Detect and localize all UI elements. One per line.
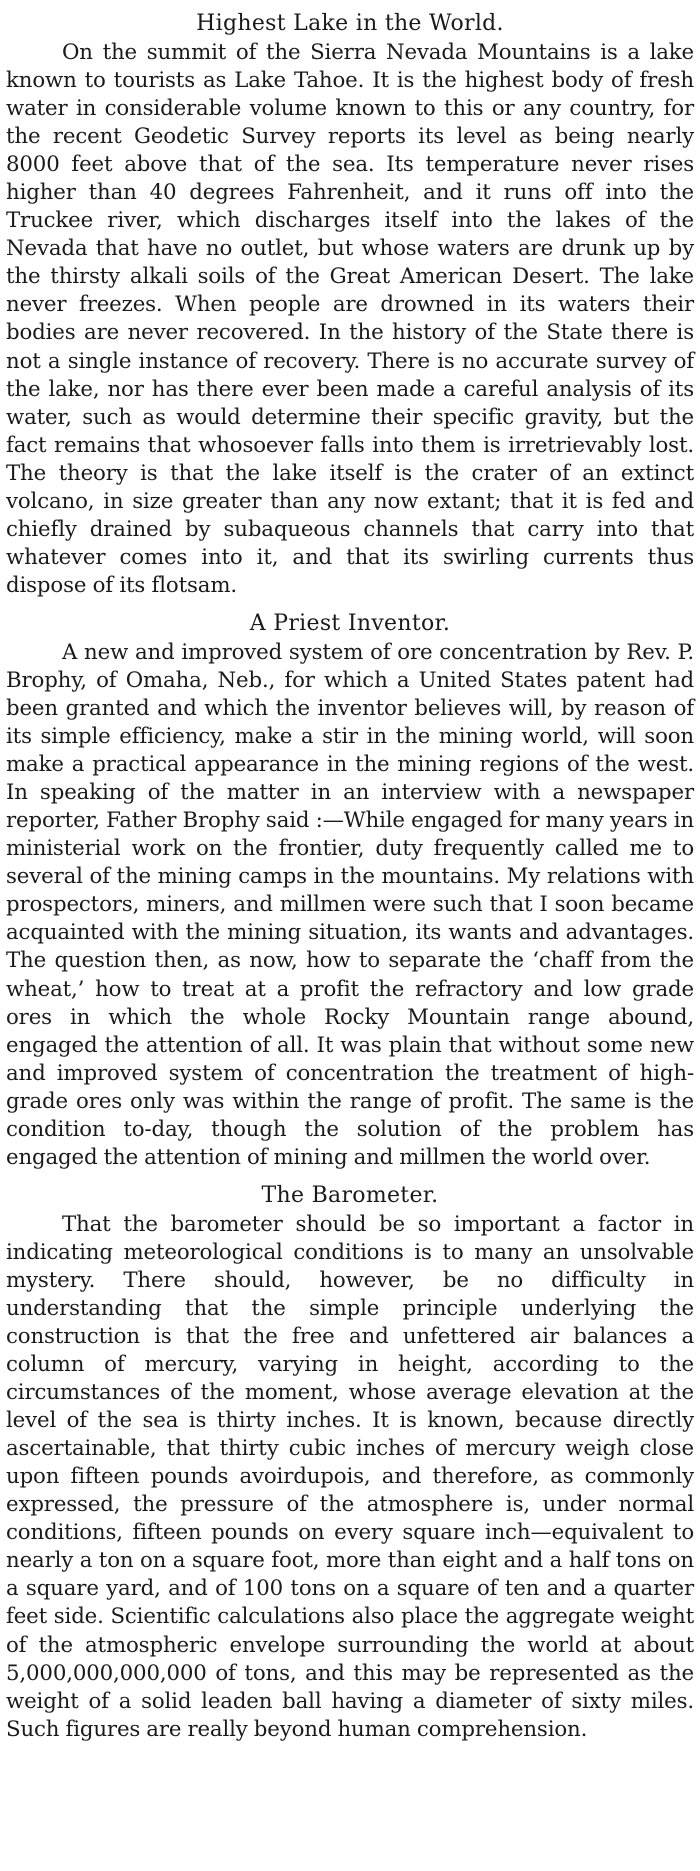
article-headline: Highest Lake in the World. <box>196 11 504 36</box>
article-priest-inventor <box>6 606 694 1172</box>
article-barometer <box>6 1178 694 1744</box>
article-body: A new and improved system of ore concentration by Rev. P. Brophy, of Omaha, Neb., for which a United States patent had been granted and which the inventor believes will, by reason of its simple efficiency, make a stir in the mining world, will soon make a practical appearance in the mining regions of the west. In speaking of the matter in an interview with a newspaper reporter, Father Brophy said :—While engaged for many years in ministerial work on the frontier, duty frequently called me to several of the mining camps in the mountains. My relations with prospectors, miners, and millmen were such that I soon became acquainted with the mining situation, its wants and advantages. The question then, as now, how to separate the ‘chaff from the wheat,’ how to treat at a profit the refractory and low grade ores in which the whole Rocky Mountain range abound, engaged the attention of all. It was plain that without some new and improved system of concentration the treatment of high-grade ores only was within the range of profit. The same is the condition to-day, though the solution of the problem has engaged the attention of mining and millmen the world over. <box>6 639 694 1170</box>
article-headline: The Barometer. <box>261 1182 439 1208</box>
article-headline: A Priest Inventor. <box>249 610 451 636</box>
article-body: That the barometer should be so important a factor in indicating meteorological conditions is to many an unsolvable mystery. There should, however, be no difficulty in understanding that the simple principle underlying the construction is that the free and unfettered air balances a column of mercury, varying in height, according to the circumstances of the moment, whose average elevation at the level of the sea is thirty inches. It is known, because directly ascertainable, that thirty cubic inches of mercury weigh close upon fifteen pounds avoirdupois, and therefore, as commonly expressed, the pressure of the atmosphere is, under normal conditions, fifteen pounds on every square inch—equivalent to nearly a ton on a square foot, more than eight and a half tons on a square yard, and of 100 tons on a square of ten and a quarter feet side. Scientific calculations also place the aggregate weight of the atmospheric envelope surrounding the world at about 5,000,000,000,000 of tons, and this may be represented as the weight of a solid leaden ball having a diameter of sixty miles. Such figures are really beyond human comprehension. <box>6 1211 694 1742</box>
article-body: On the summit of the Sierra Nevada Mountains is a lake known to tourists as Lake Tahoe. It is the highest body of fresh water in considerable volume known to this or any country, for the recent Geodetic Survey reports its level as being nearly 8000 feet above that of the sea. Its temperature never rises higher than 40 degrees Fahrenheit, and it runs off into the Truckee river, which discharges itself into the lakes of the Nevada that have no outlet, but whose waters are drunk up by the thirsty alkali soils of the Great American Desert. The lake never freezes. When people are drowned in its waters their bodies are never recovered. In the history of the State there is not a single instance of recovery. There is no accurate survey of the lake, nor has there ever been made a careful analysis of its water, such as would determine their specific gravity, but the fact remains that whosoever falls into them is irretrievably lost. The theory is that the lake itself is the crater of an extinct volcano, in size greater than any now extant; that it is fed and chiefly drained by subaqueous channels that carry into that whatever comes into it, and that its swirling currents thus dispose of its flotsam. <box>6 40 694 598</box>
article-highest-lake <box>6 0 694 600</box>
